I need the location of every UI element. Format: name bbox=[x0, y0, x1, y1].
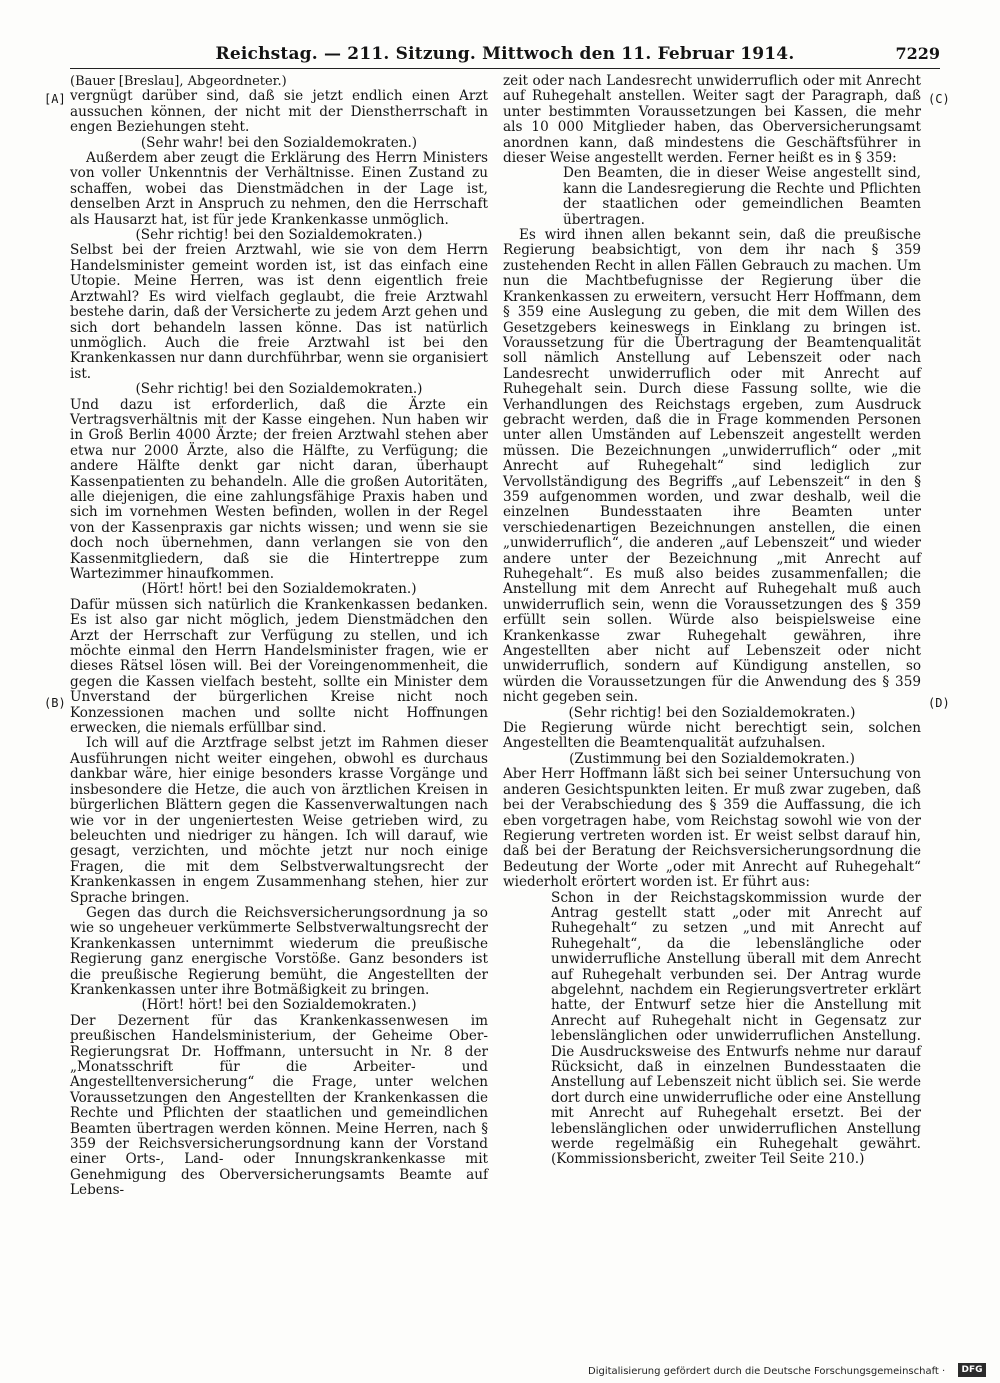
paragraph: Dafür müssen sich natürlich die Krankenkassen bedanken. Es ist also gar nicht möglich, jedem Dienstmädchen den Arzt der Herrschaft zur Verfügung zu stellen, und ich möchte einmal den Herrn Handelsminister fragen, wie er dieses Rätsel lösen will. Bei der Voreingenommenheit, die gegen die Kassen vielfach besteht, sollte ein Minister dem Unverstand der bürgerlichen Kreise nicht noch Konzessionen machen und sollte nicht Hoffnungen erwecken, die niemals erfüllbar sind. bbox=[70, 596, 488, 737]
paragraph: Selbst bei der freien Arztwahl, wie sie von dem Herrn Handelsminister gemeint worden ist, ist das einfach eine Utopie. Meine Herren, was ist denn eigentlich freie Arztwahl? Es wird vielfach geglaubt, die freie Arztwahl bestehe darin, daß der Versicherte zu jedem Arzt gehen und sich dort behandeln lassen könne. Das ist natürlich unmöglich. Auch die freie Arztwahl ist bei den Krankenkassen nur dann durchführbar, wenn sie organisiert ist. bbox=[70, 242, 488, 382]
margin-marker-a: [A] bbox=[44, 92, 66, 106]
dfg-logo: DFG bbox=[958, 1363, 986, 1377]
interjection: (Sehr wahr! bei den Sozialdemokraten.) bbox=[140, 134, 418, 151]
running-header bbox=[70, 38, 940, 69]
paragraph: Gegen das durch die Reichsversicherungsordnung ja so wie so ungeheuer verkümmerte Selbstverwaltungsrecht der Krankenkassen unternimmt wiederum die preußische Regierung ganz energische Vorstöße. Ganz besonders ist die preußische Regierung bemüht, die Angestellten der Krankenkassen unter ihre Botmäßigkeit zu bringen. bbox=[70, 904, 488, 998]
paragraph: Außerdem aber zeugt die Erklärung des Herrn Ministers von voller Unkenntnis der Verhältnisse. Einen Zustand zu schaffen, wobei das Dienstmädchen in der Lage ist, denselben Arzt in Anspruch zu nehmen, den die Herrschaft als Hausarzt hat, ist für jede Krankenkasse unmöglich. bbox=[70, 150, 488, 228]
interjection: (Hört! hört! bei den Sozialdemokraten.) bbox=[141, 997, 417, 1014]
paragraph: Die Regierung würde nicht berechtigt sein, solchen Angestellten die Beamtenqualität aufzuhalsen. bbox=[503, 720, 921, 752]
interjection: (Sehr richtig! bei den Sozialdemokraten.) bbox=[568, 704, 856, 721]
paragraph: Ich will auf die Arztfrage selbst jetzt im Rahmen dieser Ausführungen nicht weiter eingehen, obwohl es durchaus dankbar wäre, hier einige besonders krasse Vorgänge und insbesondere die Hetze, die auch von ärztlichen Kreisen in bürgerlichen Blättern gegen die Kassenverwaltungen nach wie vor in der ungeniertesten Weise getrieben wird, zu beleuchten und niedriger zu hängen. Ich will darauf, wie gesagt, verzichten, und möchte jetzt nur noch einige Fragen, die mit dem Selbstverwaltungsrecht der Krankenkassen in engem Zusammenhang stehen, hier zur Sprache bringen. bbox=[70, 735, 488, 906]
quotation: Schon in der Reichstagskommission wurde der Antrag gestellt statt „oder mit Anrecht auf Ruhegehalt“ zu setzen „und mit Anrecht auf Ruhegehalt“, da die lebenslängliche oder unwiderrufliche Anstellung überall mit dem Anrecht auf Ruhegehalt verbunden sei. Der Antrag wurde abgelehnt, nachdem ein Regierungsvertreter erklärt hatte, der Entwurf setze hier die Anstellung mit Anrecht auf Ruhegehalt nicht in Gegensatz zur lebenslänglichen oder unwiderruflichen Anstellung. Die Ausdrucksweise des Entwurfs nehme nur darauf Rücksicht, daß in einzelnen Bundesstaaten die Anstellung auf Lebenszeit nicht üblich sei. Sie werde dort durch eine unwiderrufliche oder eine Anstellung mit Anrecht auf Ruhegehalt ersetzt. Bei der lebenslänglichen oder unwiderruflichen Anstellung werde regelmäßig ein Ruhegehalt gewährt. (Kommissionsbericht, zweiter Teil Seite 210.) bbox=[551, 889, 921, 1168]
interjection: (Hört! hört! bei den Sozialdemokraten.) bbox=[141, 581, 417, 598]
digitization-credit: Digitalisierung gefördert durch die Deutsche Forschungsgemeinschaft · bbox=[588, 1366, 946, 1377]
page-number: 7229 bbox=[895, 44, 940, 63]
quotation: Den Beamten, die in dieser Weise angestellt sind, kann die Landesregierung die Rechte und Pflichten der staatlichen oder gemeindlichen Beamten übertragen. bbox=[563, 165, 921, 228]
speaker-line: (Bauer [Breslau], Abgeordneter.) bbox=[70, 74, 287, 89]
margin-marker-b: (B) bbox=[44, 696, 66, 710]
paragraph: Aber Herr Hoffmann läßt sich bei seiner Untersuchung von anderen Gesichtspunkten leiten. Er muß zwar zugeben, daß bei der Verabschiedung des § 359 die Auffassung, die ich eben vorgetragen habe, vom Reichstag sowohl wie von der Regierung vertreten worden ist. Er weist selbst darauf hin, daß bei der Beratung der Reichsversicherungsordnung die Bedeutung der Worte „oder mit Anrecht auf Ruhegehalt“ wiederholt erörtert worden ist. Er führt aus: bbox=[503, 766, 921, 891]
margin-marker-c: (C) bbox=[928, 92, 950, 106]
paragraph: zeit oder nach Landesrecht unwiderruflich oder mit Anrecht auf Ruhegehalt anstellen. Weiter sagt der Paragraph, daß unter bestimmten Voraussetzungen bei Kassen, die mehr als 10 000 Mitglieder haben, das Oberversicherungsamt anordnen kann, daß mindestens die Geschäftsführer in dieser Weise angestellt werden. Ferner heißt es in § 359: bbox=[503, 73, 921, 167]
paragraph: Und dazu ist erforderlich, daß die Ärzte ein Vertragsverhältnis mit der Kasse eingehen. Nun haben wir in Groß Berlin 4000 Ärzte; der freien Arztwahl stehen aber etwa nur 2000 Ärzte, also die Hälfte, zu Verfügung; die andere Hälfte denkt gar nicht daran, überhaupt Kassenpatienten zu behandeln. Alle die großen Autoritäten, alle diejenigen, die eine zahlungsfähige Praxis haben und sich im vornehmen Westen befinden, wollen in der Regel von der Kassenpraxis gar nichts wissen; und wenn sie sie doch noch übernehmen, dann verlangen sie von den Kassenmitgliedern, daß sie die Hintertreppe zum Wartezimmer hinaufkommen. bbox=[70, 396, 488, 582]
paragraph: Es wird ihnen allen bekannt sein, daß die preußische Regierung beabsichtigt, von dem ihr nach § 359 zustehenden Recht in allen Fällen Gebrauch zu machen. Um nun die Machtbefugnisse der Regierung über die Krankenkassen zu erweitern, versucht Herr Hoffmann, dem § 359 eine Auslegung zu geben, die mit dem Willen des Gesetzgebers keineswegs in Einklang zu bringen ist. Voraussetzung für die Übertragung der Beamtenqualität soll nämlich Anstellung auf Lebenszeit oder nach Landesrecht unwiderruflich oder mit Anrecht auf Ruhegehalt sein. Durch diese Fassung sollte, wie die Verhandlungen des Reichstags ergeben, zum Ausdruck gebracht werden, daß die in Frage kommenden Personen unter allen Umständen auf Lebenszeit angestellt werden müssen. Die Bezeichnungen „unwiderruflich“ oder „mit Anrecht auf Ruhegehalt“ sind lediglich zur Vervollständigung des Begriffs „auf Lebenszeit“ in den § 359 aufgenommen worden, und zwar deshalb, weil die einzelnen Bundesstaaten ihre Beamten unter verschiedenartigen Bezeichnungen anstellen, die einen „unwiderruflich“, die anderen „auf Lebenszeit“ und wieder andere unter der Bezeichnung „mit Anrecht auf Ruhegehalt“. Es muß also beides zusammenfallen; die Anstellung mit dem Anrecht auf Ruhegehalt muß auch unwiderruflich sein, wenn die Voraussetzungen des § 359 erfüllt sein sollen. Würde also beispielsweise eine Krankenkasse zwar Ruhegehalt gewähren, ihre Angestellten aber nicht auf Lebenszeit oder nicht unwiderruflich, sondern auf Kündigung anstellen, so würden die Voraussetzungen für die Anwendung des § 359 nicht gegeben sein. bbox=[503, 227, 921, 706]
interjection: (Sehr richtig! bei den Sozialdemokraten.) bbox=[135, 227, 423, 244]
paragraph: Der Dezernent für das Krankenkassenwesen im preußischen Handelsministerium, der Geheime Ober-Regierungsrat Dr. Hoffmann, untersucht in Nr. 8 der „Monatsschrift für die Arbeiter- und Angestelltenversicherung“ die Frage, unter welchen Voraussetzungen den Angestellten der Krankenkassen die Rechte und Pflichten der staatlichen und gemeindlichen Beamten übertragen werden können. Meine Herren, nach § 359 der Reichsversicherungsordnung kann der Vorstand einer Orts-, Land- oder Innungskrankenkasse mit Genehmigung des Oberversicherungsamts Beamte auf Lebens- bbox=[70, 1012, 488, 1199]
paragraph: vergnügt darüber sind, daß sie jetzt endlich einen Arzt aussuchen können, der nicht mit der Dienstherrschaft in engen Beziehungen steht. bbox=[70, 88, 488, 136]
running-title: Reichstag. — 211. Sitzung. Mittwoch den 11. Februar 1914. bbox=[215, 44, 795, 64]
left-column bbox=[70, 74, 488, 1199]
interjection: (Sehr richtig! bei den Sozialdemokraten.) bbox=[135, 381, 423, 398]
interjection: (Zustimmung bei den Sozialdemokraten.) bbox=[569, 750, 855, 767]
right-column bbox=[503, 74, 921, 1168]
margin-marker-d: (D) bbox=[928, 696, 950, 710]
